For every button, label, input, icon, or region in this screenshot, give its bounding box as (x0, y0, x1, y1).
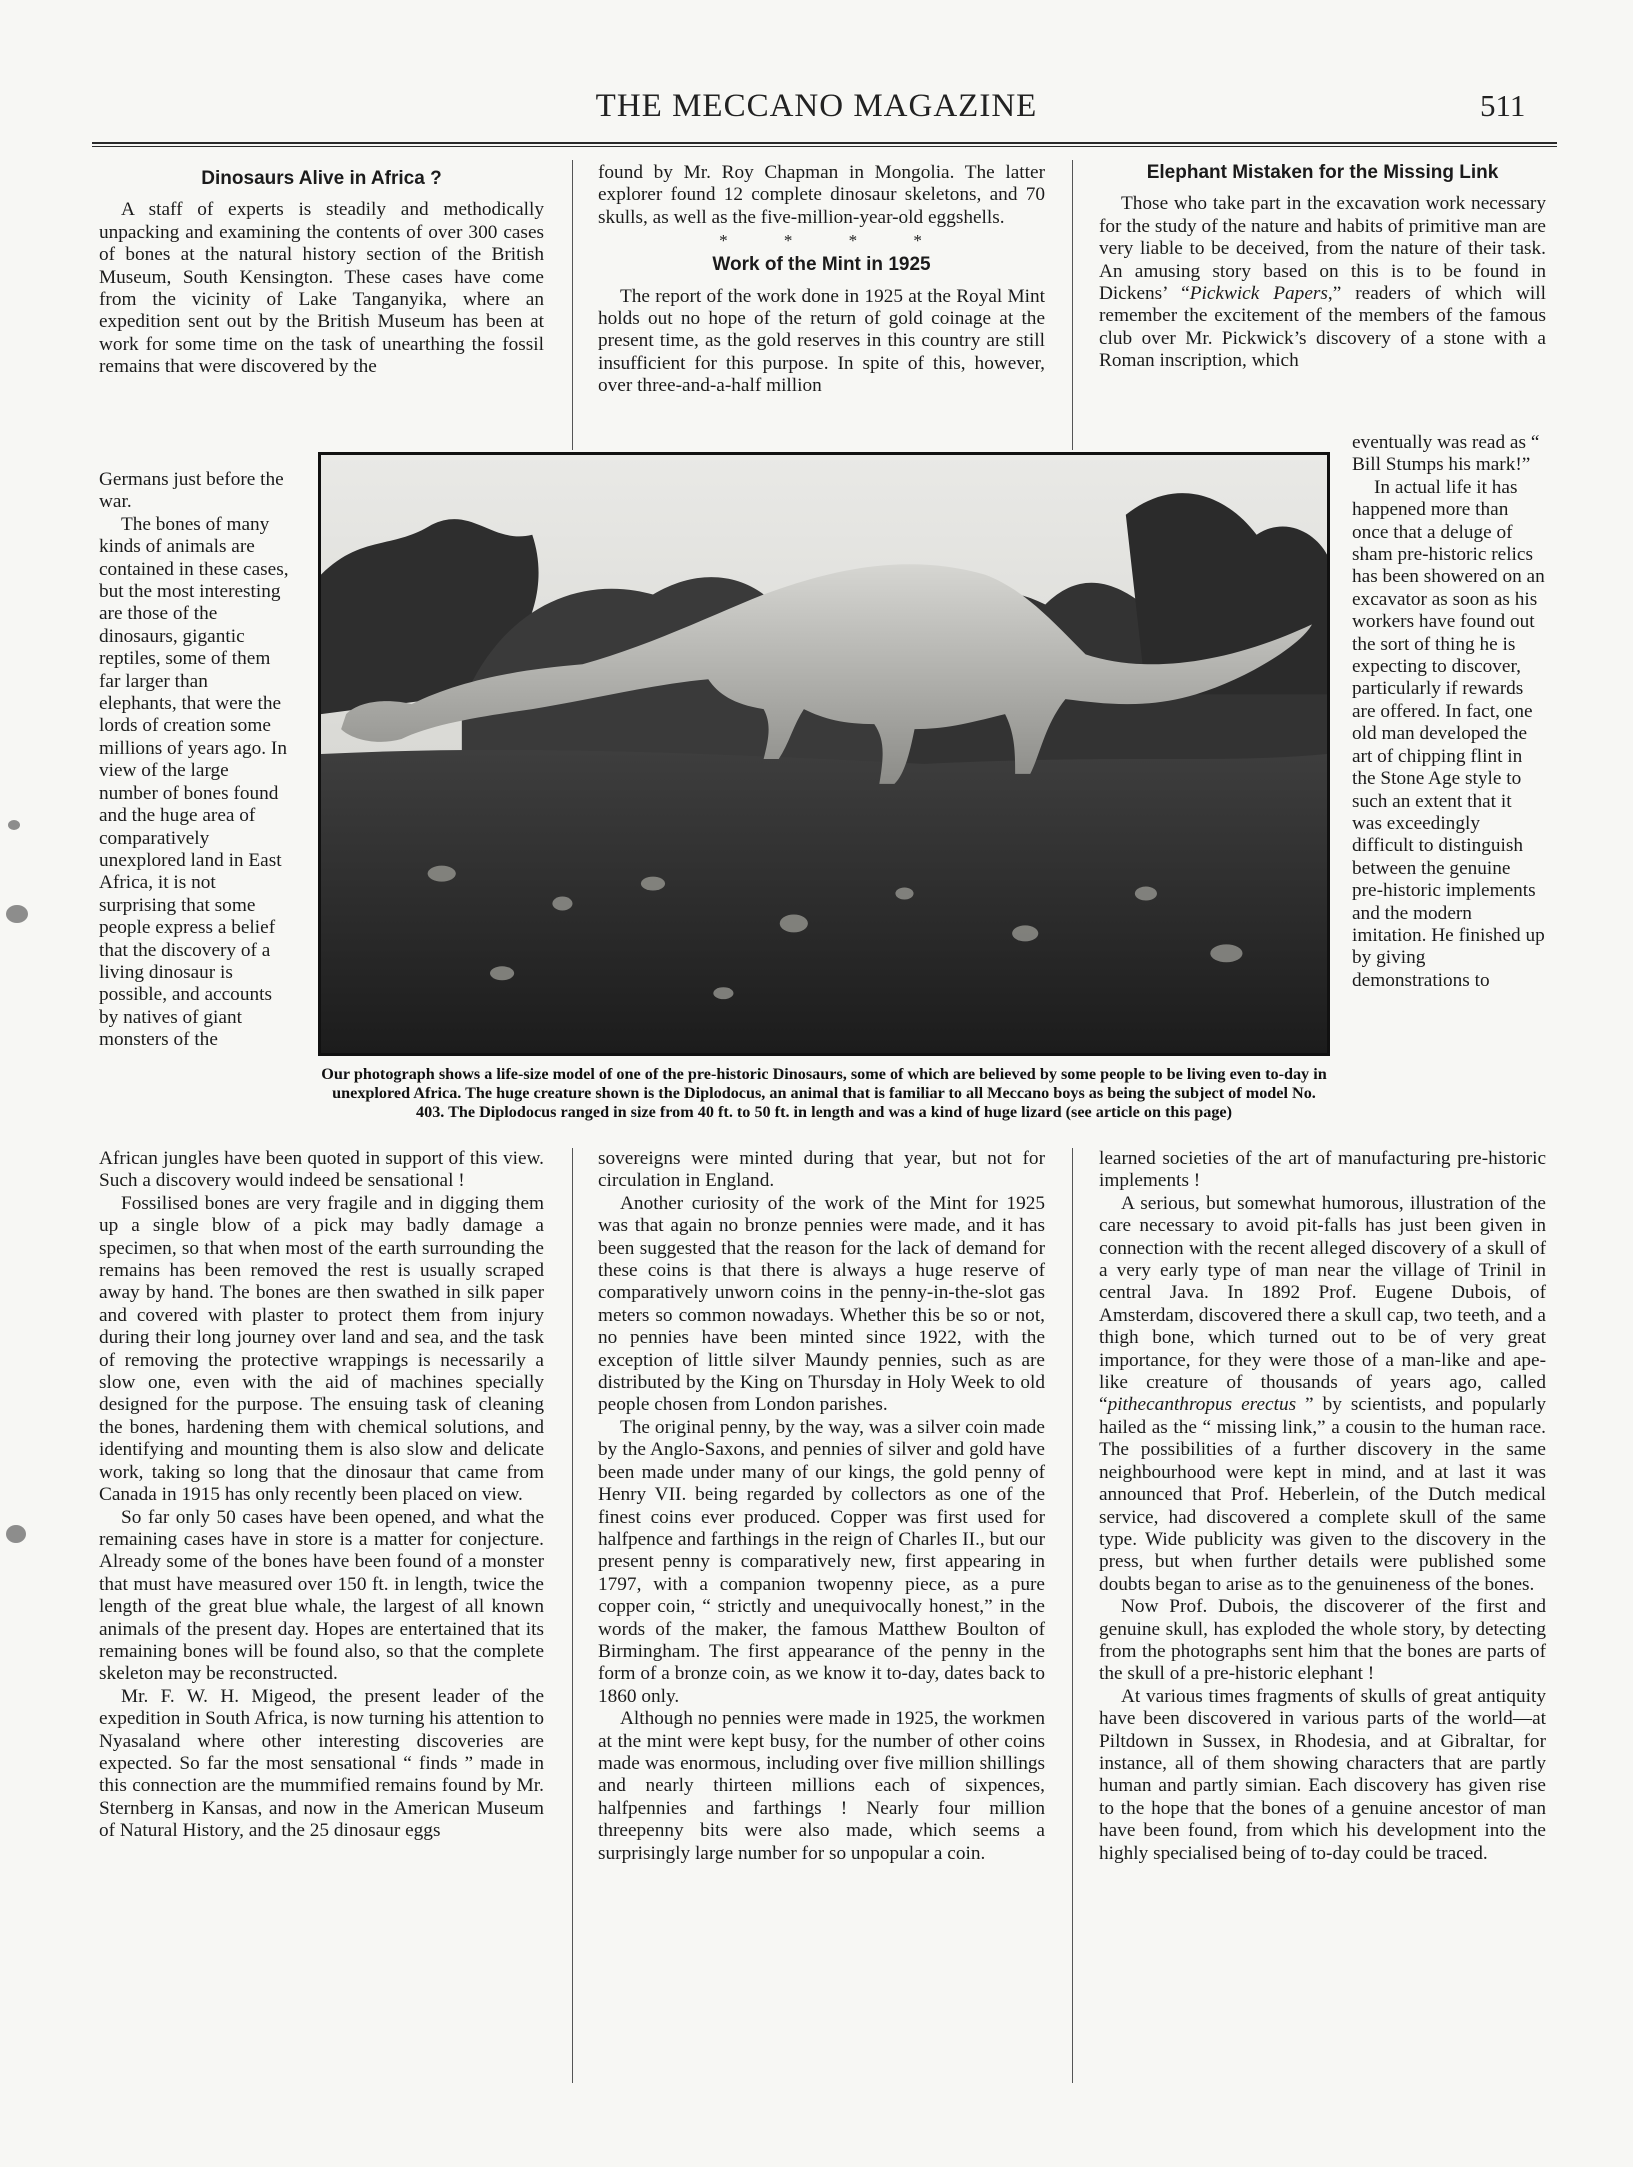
text-run: ” by scientists, and popularly hailed as the “ missing link,” a cousin to the human race. The possibilities of a further discovery in the same neighbourhood were kept in mind, and at last it was announced that Prof. Heberlein, of the Dutch medical service, had discovered a complete skull of the same type. Wide publicity was given to the discovery in the press, but when further details were published some doubts began to arise as to the genuineness of the bones. (1099, 1394, 1546, 1595)
column-divider (572, 160, 573, 450)
article-paragraph: eventually was read as “ Bill Stumps his mark!” (1352, 432, 1540, 476)
article-paragraph: The bones of many kinds of animals are contained in these cases, but the most interesting are those of the dinosaurs, gigantic reptiles, some of them far larger than elephants, that were the lords of creation some millions of years ago. In view of the large number of bones found and the huge area of comparatively unexplored land in East Africa, it is not surprising that some people express a belief that the discovery of a living dinosaur is possible, and accounts by natives of giant monsters of the (99, 513, 289, 1051)
article-heading-mint: Work of the Mint in 1925 (712, 254, 931, 276)
article-paragraph: Fossilised bones are very fragile and in digging them up a single blow of a pick may badly damage a specimen, so that when most of the earth surrounding the remains has been removed the rest is usually scraped away by hand. The bones are then swathed in silk paper and covered with plaster to protect them from injury during their long journey over land and sea, and the task of removing the protective wrappings is necessarily a slow one, even with the aid of machines specially designed for the purpose. The ensuing task of cleaning the bones, hardening them with chemical solutions, and identifying and mounting them is also slow and delicate work, taking so long that the dinosaur that came from Canada in 1915 has only recently been placed on view. (99, 1192, 544, 1506)
article-paragraph: Mr. F. W. H. Migeod, the present leader of the expedition in South Africa, is now turning his attention to Nyasaland where other interesting discoveries are expected. So far the most sensational “ finds ” made in this connection are the mummified remains found by Mr. Sternberg in Kansas, and now in the American Museum of Natural History, and the 25 dinosaur eggs (99, 1685, 544, 1842)
header-rule-thin (92, 146, 1557, 147)
section-separator: * * * * (719, 231, 948, 251)
article-paragraph: The original penny, by the way, was a silver coin made by the Anglo-Saxons, and pennies of silver and gold have been made under many of our kings, the gold penny of Henry VII. being regarded by collectors as one of the finest coins ever produced. Copper was first used for halfpence and farthings in the reign of Charles II., but our present penny is comparatively new, first appearing in 1797, with a companion twopenny piece, as a pure copper coin, “ strictly and unequivocally honest,” in the words of the maker, the famous Matthew Boulton of Birmingham. The first appearance of the penny in the form of a bronze coin, as we know it to-day, dates back to 1860 only. (598, 1416, 1045, 1707)
article-dinosaurs-narrow (99, 469, 290, 1052)
page-number: 511 (1480, 88, 1526, 123)
article-heading-elephant: Elephant Mistaken for the Missing Link (1146, 162, 1499, 183)
article-paragraph: Another curiosity of the work of the Mint for 1925 was that again no bronze pennies were made, and it has been suggested that the reason for the lack of demand for these coins is that there is always a huge reserve of comparatively unworn coins in the penny-in-the-slot gas meters so common nowadays. Whether this be so or not, no pennies have been minted since 1922, with the exception of little silver Maundy pennies, such as are distributed by the King on Thursday in Holy Week to old people chosen from London parishes. (598, 1192, 1045, 1416)
magazine-title: THE MECCANO MAGAZINE (595, 88, 1038, 124)
column-divider (572, 1148, 573, 2083)
dinosaur-photograph (318, 452, 1330, 1056)
article-dinosaurs-top (99, 168, 544, 379)
article-paragraph: The report of the work done in 1925 at the Royal Mint holds out no hope of the return of gold coinage at the present time, as the gold reserves in this country are still insufficient for this purpose. In spite of this, however, over three-and-a-half million (598, 285, 1045, 397)
column-divider (1072, 160, 1073, 450)
scan-mark (6, 1525, 26, 1543)
article-mint-bottom (598, 1148, 1045, 1865)
article-paragraph: So far only 50 cases have been opened, and what the remaining cases have in store is a matter for conjecture. Already some of the bones have been found of a monster that must have measured over 150 ft. in length, twice the length of the great blue whale, the largest of all known animals of the present day. Hopes are entertained that its remaining bones will be found also, so that the complete skeleton may be reconstructed. (99, 1506, 544, 1685)
book-title: Pickwick Papers (1189, 283, 1328, 305)
article-elephant-narrow (1352, 432, 1546, 992)
column-divider (1072, 1148, 1073, 2083)
text-run: Those who take part in the excavation work necessary for the study of the nature and habits of primitive man are very liable to be deceived, from the nature of their task. An amusing story based on this is to be found in Dickens’ “ (1099, 193, 1546, 305)
article-paragraph: In actual life it has happened more than once that a deluge of sham pre-historic relics has been showered on an excavator as soon as his workers have found out the sort of thing he is expecting to discover, particularly if rewards are offered. In fact, one old man developed the art of chipping flint in the Stone Age style to such an extent that it was exceedingly difficult to distinguish between the genuine pre-historic implements and the modern imitation. He finished up by giving demonstrations to (1352, 476, 1545, 991)
text-run: ,” readers of which will remember the excitement of the members of the famous club over Mr. Pickwick’s discovery of a stone with a Roman inscription, which (1099, 283, 1546, 372)
article-mint-top (598, 162, 1045, 398)
article-paragraph: Germans just before the war. (99, 469, 284, 513)
article-paragraph (1099, 1193, 1546, 1596)
text-run: A serious, but somewhat humorous, illustration of the care necessary to avoid pit-falls has just been given in connection with the recent alleged discovery of a skull of a very early type of man near the village of Trinil in central Java. In 1892 Prof. Eugene Dubois, of Amsterdam, discovered there a skull cap, two teeth, and a thigh bone, which turned out to be of very great importance, for they were those of a man-like and ape-like creature of thousands of years ago, called “ (1099, 1192, 1546, 1416)
article-paragraph: sovereigns were minted during that year, but not for circulation in England. (598, 1148, 1045, 1192)
scan-mark (6, 905, 28, 923)
article-dinosaurs-bottom (99, 1148, 544, 1843)
article-paragraph: Although no pennies were made in 1925, the workmen at the mint were kept busy, for the number of other coins made was enormous, including over five million shillings and nearly thirteen millions each of sixpences, halfpennies and farthings ! Nearly four million threepenny bits were also made, which seems a surprisingly large number for so unpopular a coin. (598, 1708, 1045, 1864)
article-elephant-top (1099, 162, 1546, 373)
article-heading-dinosaurs: Dinosaurs Alive in Africa ? (201, 168, 442, 189)
article-paragraph: Now Prof. Dubois, the discoverer of the first and genuine skull, has exploded the whole story, by detecting from the photographs sent him that the bones are parts of the skull of a pre-historic elephant ! (1099, 1596, 1546, 1685)
article-paragraph: A staff of experts is steadily and methodically unpacking and examining the contents of over 300 cases of bones at the natural history section of the British Museum, South Kensington. These cases have come from the vicinity of Lake Tanganyika, where an expedition sent out by the British Museum has been at work for some time on the task of unearthing the fossil remains that were discovered by the (99, 199, 544, 378)
article-elephant-bottom (1099, 1148, 1546, 1865)
article-paragraph: At various times fragments of skulls of great antiquity have been discovered in various parts of the world—at Piltdown in Sussex, in Rhodesia, and at Gibraltar, for instance, all of them showing characters that are partly human and partly simian. Each discovery has given rise to the hope that the bones of a genuine ancestor of man have been found, from which his development into the highly specialised being of to-day could be traced. (1099, 1685, 1546, 1864)
article-paragraph: found by Mr. Roy Chapman in Mongolia. The latter explorer found 12 complete dinosaur skeletons, and 70 skulls, as well as the five-million-year-old eggshells. (598, 162, 1045, 228)
scan-mark (8, 820, 20, 830)
article-paragraph: learned societies of the art of manufacturing pre-historic implements ! (1099, 1148, 1546, 1192)
species-name: pithecanthropus erectus (1107, 1394, 1297, 1416)
diplodocus-photo-image (321, 455, 1327, 1053)
article-paragraph: African jungles have been quoted in support of this view. Such a discovery would indeed be sensational ! (99, 1148, 544, 1192)
article-paragraph (1099, 193, 1546, 372)
photo-caption: Our photograph shows a life-size model of one of the pre-historic Dinosaurs, some of which are believed by some people to be living even to-day in unexplored Africa. The huge creature shown is the Diplodocus, an animal that is familiar to all Meccano boys as being the subject of model No. 403. The Diplodocus ranged in size from 40 ft. to 50 ft. in length and was a kind of huge lizard (see article on this page) (321, 1065, 1327, 1121)
header-rule (92, 142, 1557, 144)
